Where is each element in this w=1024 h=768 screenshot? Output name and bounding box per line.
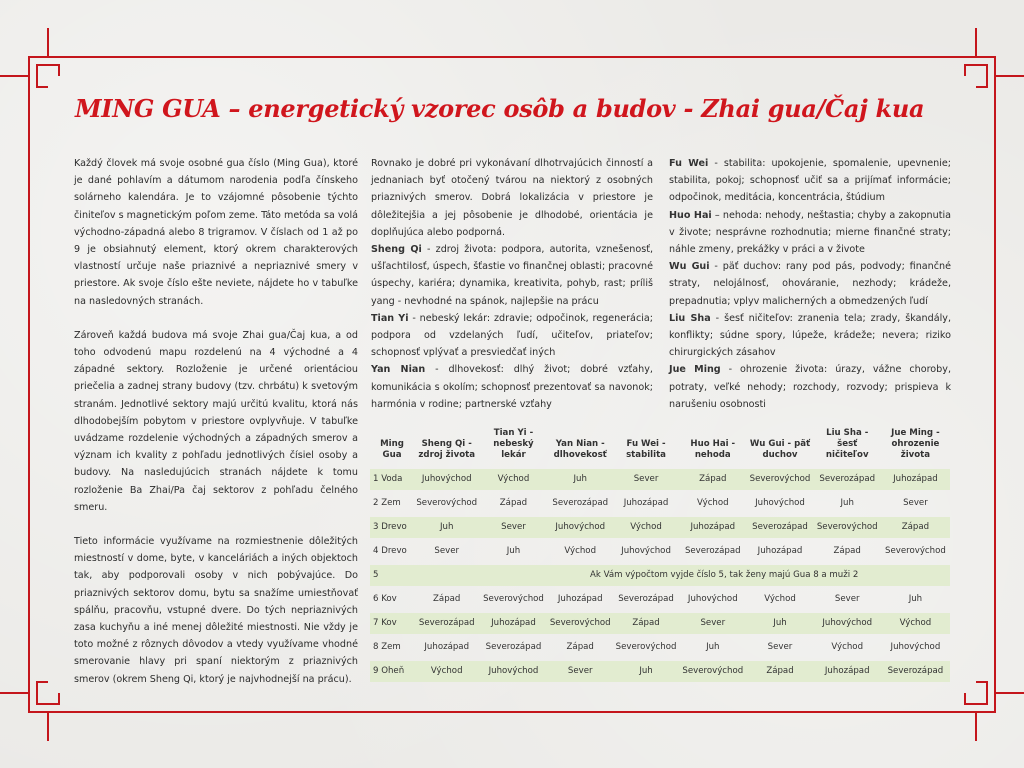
table-cell: Západ <box>746 661 813 682</box>
table-cell: Sever <box>903 498 928 508</box>
table-cell: Severovýchod <box>679 661 746 682</box>
table-cell: Západ <box>433 594 461 604</box>
direction-desc: – nehoda: nehody, neštastia; chyby a zakopnutia v živote; nesprávne rozhodnutia; mierne finančné straty; náhle zmeny, prekážky v práci a v živote <box>669 209 951 256</box>
direction-item <box>669 361 951 413</box>
table-cell: Severovýchod <box>615 642 677 652</box>
table-cell: Juhozápad <box>424 642 470 652</box>
table-cell: Východ <box>764 594 796 604</box>
direction-term: Liu Sha <box>669 312 711 324</box>
table-cell: Juhozápad <box>557 594 603 604</box>
table-cell: Severozápad <box>552 498 609 508</box>
intro-column <box>74 155 358 688</box>
paragraph: Tieto informácie využívame na rozmiestnenie dôležitých miestností v dome, byte, v kanceláriách a iných objektoch tak, aby podporovali osoby v nich pobývajúce. Do priaznivých sektorov domu, bytu sa snažíme umiestňovať spálňu, pracovňu, vstupné dvere. Do tých nepriaznivých zasa kuchyňu a iné menej dôležité miestnosti. Nie vždy je toto možné z rôznych dôvodov a vtedy využívame vhodné smerovanie hlavy pri spaní niektorým z priaznivých smerov (okrem Sheng Qi, ktorý je najvhodnejší na prácu). <box>74 536 358 685</box>
table-cell: Severovýchod <box>483 594 544 604</box>
direction-term: Wu Gui <box>669 261 710 273</box>
table-cell: Juhovýchod <box>755 498 805 508</box>
paragraph: Každý človek má svoje osobné gua číslo (Ming Gua), ktoré je dané pohlavím a dátumom narodenia podľa čínskeho solárneho kalendára. Je to vzájomné pôsobenie týchto činiteľov s magnetickým poľom zeme. Táto metóda sa volá východno-západná alebo 8 trigramov. V číslach od 1 až po 9 je obsiahnutý element, ktorý okrem charakterových vlastností určuje naše priaznivé a nepriaznivé smery v priestore. Ak svoje číslo ešte neviete, nájdete ho v tabuľke na nasledovných stranách. <box>74 158 358 307</box>
table-cell: Západ <box>881 517 950 538</box>
directions-column-2 <box>669 155 951 413</box>
direction-term: Huo Hai <box>669 209 712 221</box>
table-cell: Juhozápad <box>623 498 669 508</box>
direction-item <box>371 361 653 413</box>
direction-desc: - stabilita: upokojenie, spomalenie, upevnenie; stabilita, pokoj; schopnosť učiť sa a prijímať informácie; odpočinok, meditácia, koncentrácia, štúdium <box>669 158 951 204</box>
table-cell: Severozápad <box>684 546 741 556</box>
table-cell: Severovýchod <box>416 498 478 508</box>
direction-term: Yan Nian <box>371 364 426 376</box>
table-row <box>370 637 950 658</box>
table-cell: Severovýchod <box>885 546 946 556</box>
table-cell: 9 Oheň <box>370 661 414 682</box>
table-cell: 2 Zem <box>373 498 401 508</box>
direction-term: Jue Ming <box>669 364 721 376</box>
table-row <box>370 661 950 682</box>
table-header: Sheng Qi - zdroj života <box>418 439 476 460</box>
direction-desc: - zdroj života: podpora, autorita, vznešenosť, ušľachtilosť, úspech, šťastie vo finančnej oblasti; pracovné úspechy, kariéra; dynamika, kreativita, pohyb, rast; príliš yang - nevhodné na spánok, najlepšie na prácu <box>371 244 653 307</box>
table-cell: Juhozápad <box>679 517 746 538</box>
table-cell: 3 Drevo <box>370 517 414 538</box>
table-cell: Severozápad <box>746 517 813 538</box>
table-cell: Západ <box>566 642 594 652</box>
table-cell: Východ <box>881 613 950 634</box>
table-cell: Sever <box>613 469 679 490</box>
table-row <box>370 493 950 514</box>
ming-gua-table <box>370 424 950 685</box>
direction-desc: - ohrozenie života: úrazy, vážne choroby, potraty, veľké nehody; rozchody, rozvody; prispieva k narušeniu osobnosti <box>669 364 951 410</box>
table-cell: 4 Drevo <box>373 546 407 556</box>
table-cell: 5 <box>370 565 414 586</box>
direction-item <box>669 155 951 207</box>
table-header: Yan Nian - dlhovekosť <box>553 439 607 460</box>
direction-term: Fu Wei <box>669 158 709 169</box>
table-cell: Juhovýchod <box>548 517 613 538</box>
table-row <box>370 517 950 538</box>
table-cell: Juhovýchod <box>479 661 547 682</box>
direction-desc: - nebeský lekár: zdravie; odpočinok, regenerácia; podpora od vzdelaných ľudí, učiteľov, priateľov; schopnosť vplývať a presviedčať iných <box>371 312 653 359</box>
table-cell: Juh <box>613 661 679 682</box>
table-cell: 6 Kov <box>373 594 397 604</box>
table-cell: Juhozápad <box>814 661 881 682</box>
table-header: Fu Wei - stabilita <box>626 439 666 460</box>
directions-column-1 <box>371 155 653 413</box>
table-header: Jue Ming - ohrozenie života <box>891 428 940 460</box>
table-cell: Severovýchod <box>548 613 613 634</box>
table-cell: Juhovýchod <box>687 594 738 604</box>
table-cell: Juh <box>506 546 521 556</box>
table-cell: 7 Kov <box>370 613 414 634</box>
table-cell: Juhovýchod <box>890 642 941 652</box>
paragraph: Zároveň každá budova má svoje Zhai gua/Čaj kua, a od toho odvodenú mapu rozdelenú na 4 východné a 4 západné sektory. Rozloženie je určené orientáciou priečelia a zadnej strany budovy (tzv. chrbátu) k svetovým stranám. Jednotlivé sektory majú určitú kvalitu, ktorá nás dlhodobejším pobytom v priestore ovplyvňuje. V tabuľke uvádzame rozdelenie východných a západných smerov a význam ich kvality z pohľadu jednotlivých čísiel osoby a budovy. Na nasledujúcich stranách nájdete k tomu rozloženie Ba Zhai/Pa čaj sektorov z pohľadu čelného smeru. <box>74 329 358 513</box>
direction-term: Sheng Qi <box>371 244 422 256</box>
table-cell: Severovýchod <box>746 469 813 490</box>
table-cell: Východ <box>831 642 864 652</box>
table-cell: Východ <box>564 546 597 556</box>
direction-term: Tian Yi <box>371 312 409 324</box>
paragraph: Rovnako je dobré pri vykonávaní dlhotrvajúcich činností a jednaniach byť otočený tvárou na niektorý z osobných priaznivých smerov. Dobrá lokalizácia v priestore je dôležitejšia a jej pôsobenie je dlhodobé, orientácia je doplňujúca alebo podporná. <box>371 158 653 238</box>
table-cell: Sever <box>679 613 746 634</box>
direction-item <box>371 241 653 310</box>
table-cell: Juh <box>706 642 720 652</box>
table-cell: Juhozápad <box>881 469 950 490</box>
table-cell: Juh <box>908 594 923 604</box>
direction-desc: - dlhovekosť: dlhý život; dobré vzťahy, komunikácia s okolím; schopnosť prezentovať sa navonok; harmónia v rodine; partnerské vzťahy <box>371 364 653 410</box>
table-cell: Západ <box>679 469 746 490</box>
direction-desc: - päť duchov: rany pod pás, podvody; finančné straty, nelojálnosť, ohováranie, nezhody; krádeže, prepadnutia; vplyv malicherných a obmedzených ľudí <box>669 261 952 307</box>
table-header-row <box>370 427 950 466</box>
table-cell: 8 Zem <box>373 642 401 652</box>
table-cell: Severozápad <box>414 613 479 634</box>
table-header: Liu Sha - šesť ničiteľov <box>825 428 869 460</box>
direction-item <box>371 310 653 362</box>
table-cell: Sever <box>834 594 860 604</box>
table-cell: Východ <box>613 517 679 538</box>
table-row <box>370 613 950 634</box>
table-cell: Západ <box>613 613 679 634</box>
table-cell: Sever <box>479 517 547 538</box>
table-row <box>370 469 950 490</box>
table-row-note <box>370 565 950 586</box>
direction-item <box>669 207 951 259</box>
table-cell: Západ <box>833 546 861 556</box>
table-cell: Severozápad <box>881 661 950 682</box>
table-header: Ming Gua <box>380 439 404 460</box>
table-cell: 1 Voda <box>370 469 414 490</box>
table-cell: Juhovýchod <box>414 469 479 490</box>
table-cell: Severozápad <box>814 469 881 490</box>
table-header: Wu Gui - päť duchov <box>749 439 811 460</box>
table-cell: Juh <box>414 517 479 538</box>
table-cell: Východ <box>696 498 729 508</box>
table-note: Ak Vám výpočtom vyjde číslo 5, tak ženy majú Gua 8 a muži 2 <box>414 565 950 586</box>
table-cell: Sever <box>434 546 460 556</box>
direction-item <box>669 258 951 310</box>
page-title: MING GUA – energetický vzorec osôb a budov - Zhai gua/Čaj kua <box>75 94 925 123</box>
table-cell: Západ <box>499 498 528 508</box>
table-cell: Juh <box>840 498 854 508</box>
table-cell: Juh <box>548 469 613 490</box>
table-cell: Sever <box>767 642 793 652</box>
table-cell: Juh <box>746 613 813 634</box>
table-cell: Severozápad <box>485 642 542 652</box>
table-row <box>370 589 950 610</box>
table-cell: Východ <box>414 661 479 682</box>
table-cell: Sever <box>548 661 613 682</box>
table-row <box>370 541 950 562</box>
table-cell: Severovýchod <box>814 517 881 538</box>
direction-desc: - šesť ničiteľov: zranenia tela; zrady, škandály, konflikty; súdne spory, lúpeže, krádeže; nevera; riziko chirurgických zásahov <box>669 312 951 359</box>
direction-item <box>669 310 951 362</box>
table-cell: Severozápad <box>618 594 674 604</box>
table-cell: Juhovýchod <box>814 613 881 634</box>
table-header: Huo Hai - nehoda <box>690 439 736 460</box>
table-cell: Juhozápad <box>479 613 547 634</box>
table-cell: Juhozápad <box>757 546 803 556</box>
table-cell: Východ <box>479 469 547 490</box>
table-header: Tian Yi - nebeský lekár <box>493 428 534 460</box>
table-cell: Juhovýchod <box>621 546 671 556</box>
